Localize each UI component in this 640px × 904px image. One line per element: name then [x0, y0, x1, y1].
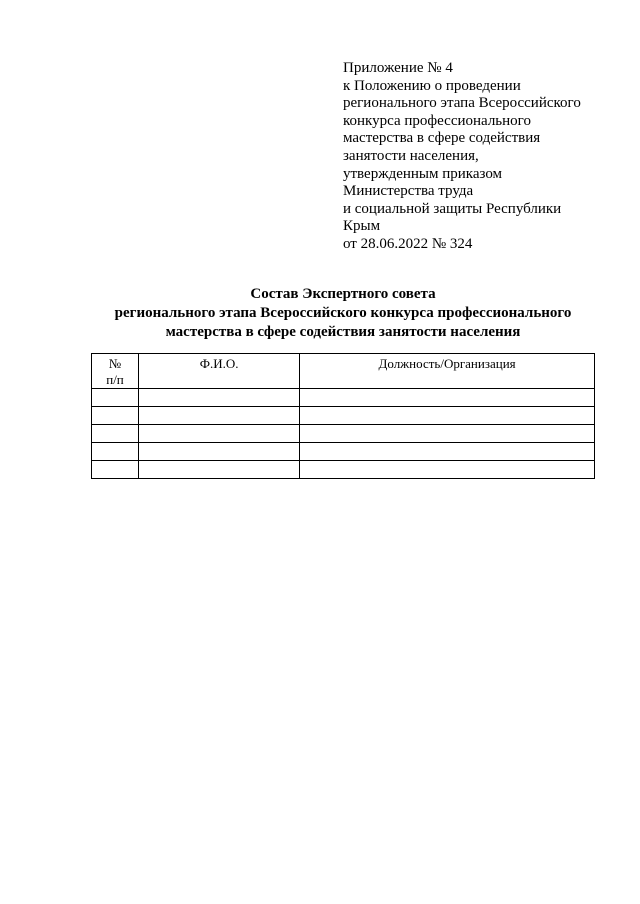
header-full-name: Ф.И.О.: [139, 354, 300, 389]
appendix-line: занятости населения,: [343, 147, 479, 164]
appendix-line: мастерства в сфере содействия: [343, 130, 541, 147]
table-row: [92, 425, 595, 443]
cell-number: [92, 461, 139, 479]
table-row: [92, 407, 595, 425]
cell-number: [92, 389, 139, 407]
appendix-line: Министерства труда: [343, 183, 474, 200]
appendix-line: Крым: [343, 218, 381, 235]
cell-position: [300, 425, 595, 443]
appendix-reference: [343, 60, 613, 254]
appendix-line: регионального этапа Всероссийского: [343, 95, 581, 112]
appendix-line: от 28.06.2022 № 324: [343, 235, 473, 252]
title-line: Состав Экспертного совета: [250, 286, 436, 302]
cell-number: [92, 407, 139, 425]
title-line: регионального этапа Всероссийского конкурса профессионального: [114, 305, 572, 321]
title-line: мастерства в сфере содействия занятости населения: [165, 324, 521, 340]
cell-full-name: [139, 389, 300, 407]
appendix-line: к Положению о проведении: [343, 77, 521, 94]
cell-position: [300, 443, 595, 461]
cell-full-name: [139, 425, 300, 443]
table-row: [92, 443, 595, 461]
header-number-line: №: [108, 356, 122, 371]
cell-full-name: [139, 461, 300, 479]
header-position-organization: Должность/Организация: [300, 354, 595, 389]
cell-position: [300, 407, 595, 425]
appendix-line: конкурса профессионального: [343, 112, 531, 129]
cell-full-name: [139, 407, 300, 425]
table-row: [92, 389, 595, 407]
table-row: [92, 461, 595, 479]
cell-position: [300, 461, 595, 479]
appendix-line: и социальной защиты Республики: [343, 200, 562, 217]
header-number: [92, 354, 139, 389]
appendix-line: Приложение № 4: [343, 60, 453, 76]
header-number-line: п/п: [106, 372, 124, 387]
appendix-line: утвержденным приказом: [343, 165, 503, 182]
expert-council-table: [91, 353, 595, 479]
document-title: [0, 285, 640, 342]
table-header-row: [92, 354, 595, 389]
cell-number: [92, 443, 139, 461]
cell-full-name: [139, 443, 300, 461]
cell-number: [92, 425, 139, 443]
cell-position: [300, 389, 595, 407]
